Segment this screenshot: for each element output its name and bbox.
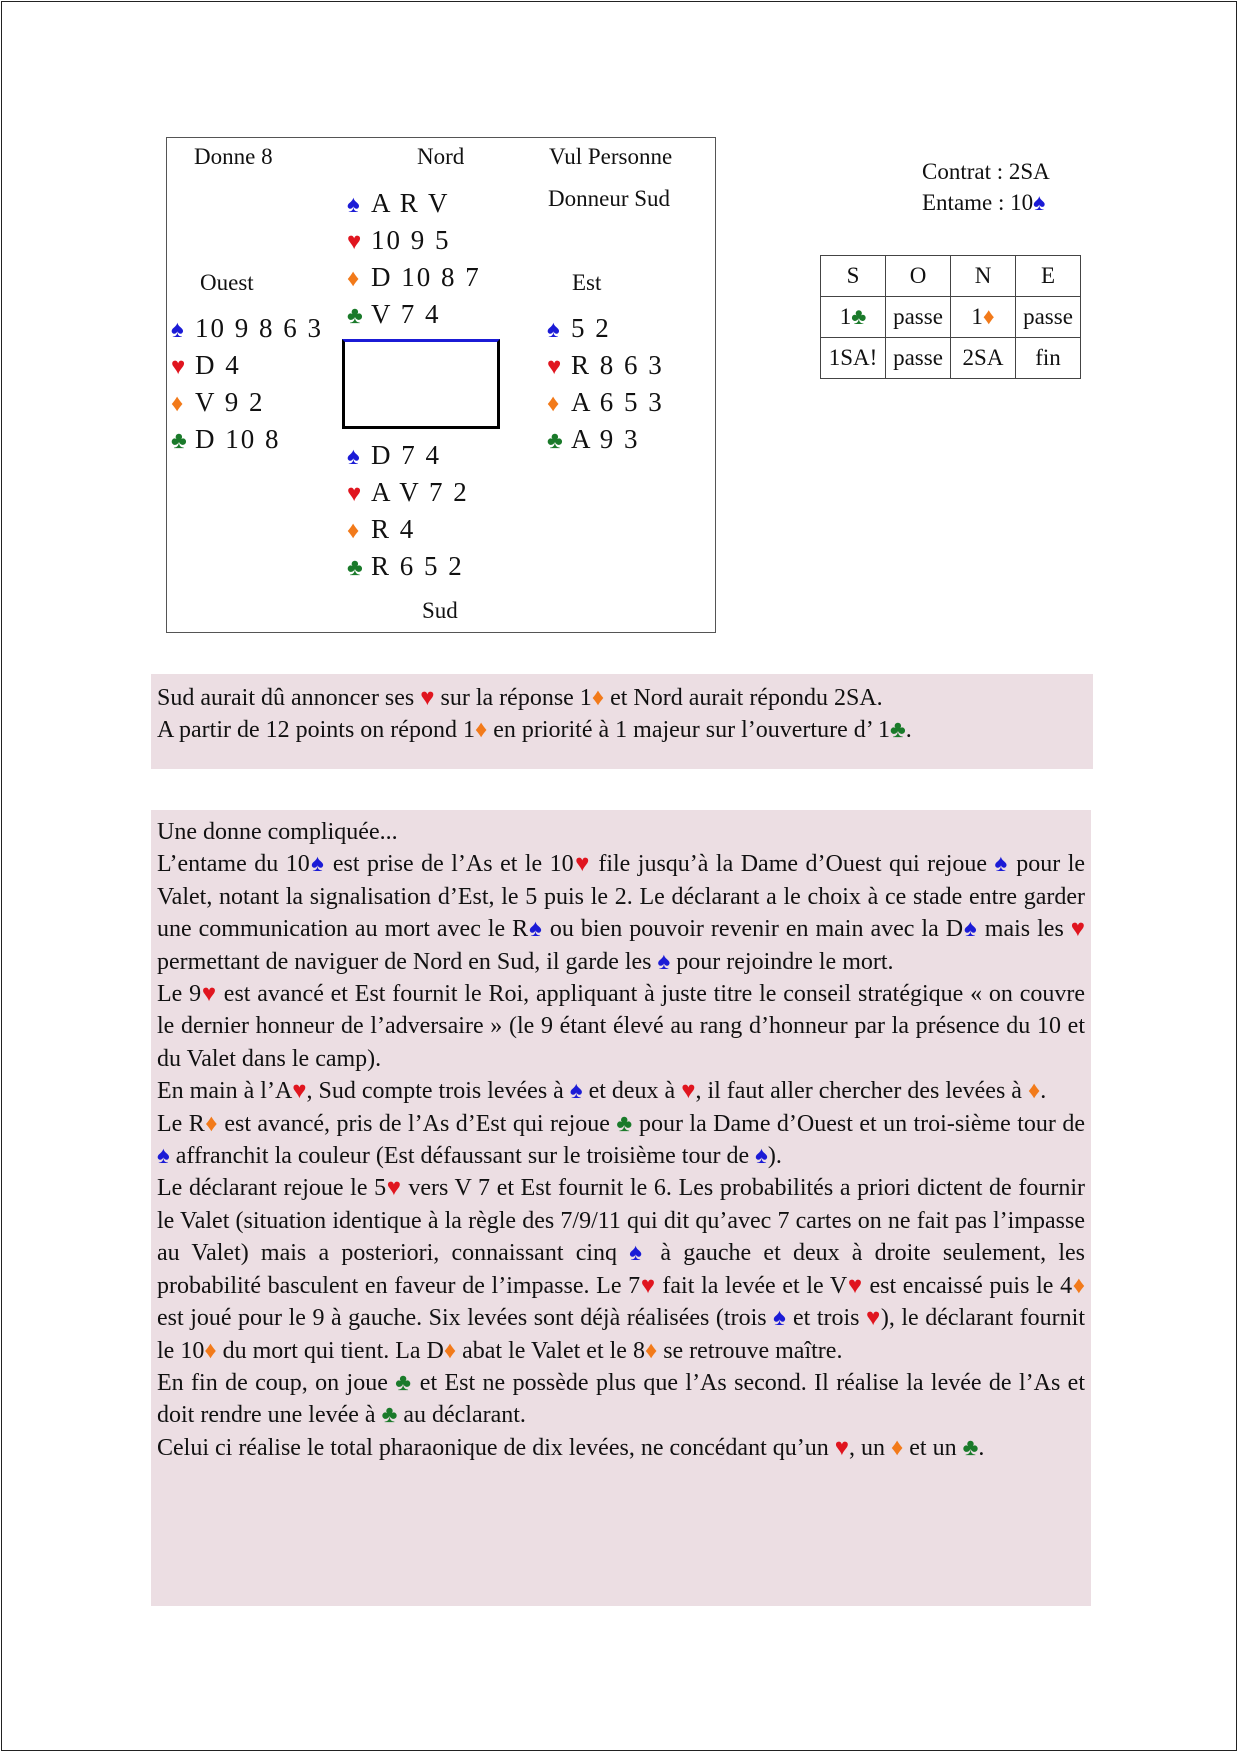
north-hand bbox=[347, 186, 481, 334]
heart-icon: ♥ bbox=[866, 1305, 881, 1332]
club-icon: ♣ bbox=[171, 428, 187, 454]
south-hearts: ♥ A V 7 2 bbox=[347, 475, 469, 512]
west-diamonds: ♦ V 9 2 bbox=[171, 385, 323, 422]
spade-icon: ♠ bbox=[347, 444, 360, 470]
analysis-paragraph: En main à l’A♥, Sud compte trois levées à ♠ et deux à ♥, il faut aller chercher des levées à ♦. bbox=[157, 1078, 1047, 1105]
club-icon: ♣ bbox=[962, 1434, 979, 1461]
analysis-paragraph: Une donne compliquée... bbox=[157, 819, 398, 845]
bidding-header: O bbox=[886, 256, 951, 297]
spade-icon: ♠ bbox=[309, 851, 326, 878]
heart-icon: ♥ bbox=[681, 1078, 696, 1105]
diamond-icon: ♦ bbox=[474, 717, 488, 743]
spade-icon: ♠ bbox=[528, 916, 543, 943]
spade-icon: ♠ bbox=[657, 948, 671, 975]
west-spades: ♠ 10 9 8 6 3 bbox=[171, 311, 323, 348]
analysis-paragraph: Le R♦ est avancé, pris de l’As d’Est qui rejoue ♣ pour la Dame d’Ouest et un troi-sième tour de ♠ affranchit la couleur (Est défaussant sur le troisième tour de ♠). bbox=[157, 1110, 1086, 1170]
spade-icon: ♠ bbox=[773, 1305, 787, 1332]
bidding-table bbox=[820, 255, 1081, 379]
bid-cell: passe bbox=[886, 297, 951, 338]
diamond-icon: ♦ bbox=[644, 1337, 658, 1364]
analysis-paragraph: En fin de coup, on joue ♣ et Est ne possède plus que l’As second. Il réalise la levée de l’As et doit rendre une levée à ♣ au déclarant. bbox=[157, 1369, 1085, 1429]
heart-icon: ♥ bbox=[201, 981, 217, 1008]
spade-icon: ♠ bbox=[347, 192, 360, 218]
spade-icon: ♠ bbox=[157, 1143, 170, 1170]
bidding-row bbox=[821, 297, 1081, 338]
diamond-icon: ♦ bbox=[171, 391, 184, 417]
spade-icon: ♠ bbox=[755, 1143, 768, 1170]
west-clubs: ♣ D 10 8 bbox=[171, 422, 323, 459]
contract-info bbox=[922, 156, 1050, 218]
deal-title: Donne 8 bbox=[194, 144, 273, 169]
heart-icon: ♥ bbox=[547, 354, 562, 380]
north-hearts: ♥ 10 9 5 bbox=[347, 223, 481, 260]
club-icon: ♣ bbox=[381, 1402, 398, 1429]
analysis-paragraph: Le 9♥ est avancé et Est fournit le Roi, appliquant à juste titre le conseil stratégique « on couvre le dernier honneur de l’adversaire » (le 9 étant élevé au rang d’honneur par la présence du 10 et du Valet dans le camp). bbox=[157, 981, 1086, 1072]
east-hand bbox=[547, 311, 664, 459]
contract-line: Contrat : 2SA bbox=[922, 159, 1050, 184]
diamond-icon: ♦ bbox=[547, 391, 560, 417]
diamond-icon: ♦ bbox=[982, 304, 995, 329]
comment-paragraph: Sud aurait dû annoncer ses ♥ sur la réponse 1♦ et Nord aurait répondu 2SA. bbox=[157, 685, 883, 711]
bid-cell: passe bbox=[1016, 297, 1081, 338]
heart-icon: ♥ bbox=[1070, 916, 1086, 943]
heart-icon: ♥ bbox=[834, 1434, 849, 1461]
heart-icon: ♥ bbox=[347, 229, 362, 255]
spade-icon: ♠ bbox=[1033, 190, 1046, 215]
bid-cell: 1♦ bbox=[951, 297, 1016, 338]
analysis-paragraph: L’entame du 10♠ est prise de l’As et le 10♥ file jusqu’à la Dame d’Ouest qui rejoue ♠ pour le Valet, notant la signalisation d’Est, le 5 puis le 2. Le déclarant a le choix à ce stade entre garder une communication au mort avec le R♠ ou bien pouvoir revenir en main avec la D♠ mais les ♥ permettant de naviguer de Nord en Sud, il garde les ♠ pour rejoindre le mort. bbox=[157, 851, 1086, 975]
south-clubs: ♣ R 6 5 2 bbox=[347, 549, 469, 586]
bidding-header-row bbox=[821, 256, 1081, 297]
heart-icon: ♥ bbox=[847, 1272, 863, 1299]
south-label: Sud bbox=[422, 598, 458, 623]
diamond-icon: ♦ bbox=[1027, 1078, 1041, 1105]
diamond-icon: ♦ bbox=[443, 1337, 457, 1364]
east-diamonds: ♦ A 6 5 3 bbox=[547, 385, 664, 422]
north-spades: ♠ A R V bbox=[347, 186, 481, 223]
diamond-icon: ♦ bbox=[891, 1434, 904, 1461]
comment-paragraph: A partir de 12 points on répond 1♦ en priorité à 1 majeur sur l’ouverture d’ 1♣. bbox=[157, 717, 912, 743]
south-diamonds: ♦ R 4 bbox=[347, 512, 469, 549]
heart-icon: ♥ bbox=[640, 1272, 656, 1299]
bid-cell: fin bbox=[1016, 338, 1081, 379]
heart-icon: ♥ bbox=[292, 1078, 307, 1105]
club-icon: ♣ bbox=[347, 303, 363, 329]
dealer: Donneur Sud bbox=[548, 186, 671, 211]
east-spades: ♠ 5 2 bbox=[547, 311, 664, 348]
bidding-row bbox=[821, 338, 1081, 379]
heart-icon: ♥ bbox=[420, 685, 435, 711]
analysis-paragraph: Le déclarant rejoue le 5♥ vers V 7 et Est fournit le 6. Les probabilités a priori dictent de fournir le Valet (situation identique à la règle des 7/9/11 qui dit qu’avec 7 cartes on ne fait pas l’impasse au Valet) mais a posteriori, connaissant cinq ♠ à gauche et deux à droite seulement, les probabilité basculent en faveur de l’impasse. Le 7♥ fait la levée et le V♥ est encaissé puis le 4♦ est joué pour le 9 à gauche. Six levées sont déjà réalisées (trois ♠ et trois ♥), le déclarant fournit le 10♦ du mort qui tient. La D♦ abat le Valet et le 8♦ se retrouve maître. bbox=[157, 1175, 1086, 1364]
heart-icon: ♥ bbox=[171, 354, 186, 380]
bid-cell: 1♣ bbox=[821, 297, 886, 338]
club-icon: ♣ bbox=[395, 1369, 413, 1396]
east-hearts: ♥ R 8 6 3 bbox=[547, 348, 664, 385]
bidding-comment bbox=[151, 674, 1093, 769]
spade-icon: ♠ bbox=[994, 851, 1009, 878]
card-table bbox=[342, 339, 500, 429]
east-label: Est bbox=[572, 270, 602, 295]
bidding-header: S bbox=[821, 256, 886, 297]
diamond-icon: ♦ bbox=[204, 1337, 217, 1364]
north-clubs: ♣ V 7 4 bbox=[347, 297, 481, 334]
club-icon: ♣ bbox=[889, 717, 906, 743]
spade-icon: ♠ bbox=[547, 317, 560, 343]
spade-icon: ♠ bbox=[569, 1078, 583, 1105]
south-hand bbox=[347, 438, 469, 586]
diamond-icon: ♦ bbox=[591, 685, 605, 711]
diamond-icon: ♦ bbox=[204, 1110, 218, 1137]
east-clubs: ♣ A 9 3 bbox=[547, 422, 664, 459]
south-spades: ♠ D 7 4 bbox=[347, 438, 469, 475]
north-diamonds: ♦ D 10 8 7 bbox=[347, 260, 481, 297]
heart-icon: ♥ bbox=[573, 851, 591, 878]
club-icon: ♣ bbox=[616, 1110, 633, 1137]
bid-cell: 1SA! bbox=[821, 338, 886, 379]
vulnerability: Vul Personne bbox=[549, 144, 673, 169]
bidding-header: E bbox=[1016, 256, 1081, 297]
play-analysis bbox=[151, 810, 1091, 1606]
bidding-header: N bbox=[951, 256, 1016, 297]
club-icon: ♣ bbox=[347, 555, 363, 581]
heart-icon: ♥ bbox=[347, 481, 362, 507]
diamond-icon: ♦ bbox=[1072, 1272, 1086, 1299]
club-icon: ♣ bbox=[851, 304, 867, 329]
spade-icon: ♠ bbox=[629, 1240, 649, 1267]
north-label: Nord bbox=[417, 144, 465, 169]
analysis-paragraph: Celui ci réalise le total pharaonique de dix levées, ne concédant qu’un ♥, un ♦ et un ♣. bbox=[157, 1434, 985, 1461]
club-icon: ♣ bbox=[547, 428, 563, 454]
bid-cell: passe bbox=[886, 338, 951, 379]
west-hearts: ♥ D 4 bbox=[171, 348, 323, 385]
west-hand bbox=[171, 311, 323, 459]
heart-icon: ♥ bbox=[386, 1175, 402, 1202]
west-label: Ouest bbox=[200, 270, 254, 295]
spade-icon: ♠ bbox=[171, 317, 184, 343]
diamond-icon: ♦ bbox=[347, 266, 360, 292]
bid-cell: 2SA bbox=[951, 338, 1016, 379]
spade-icon: ♠ bbox=[963, 916, 978, 943]
diamond-icon: ♦ bbox=[347, 518, 360, 544]
lead-line: Entame : 10♠ bbox=[922, 190, 1046, 215]
